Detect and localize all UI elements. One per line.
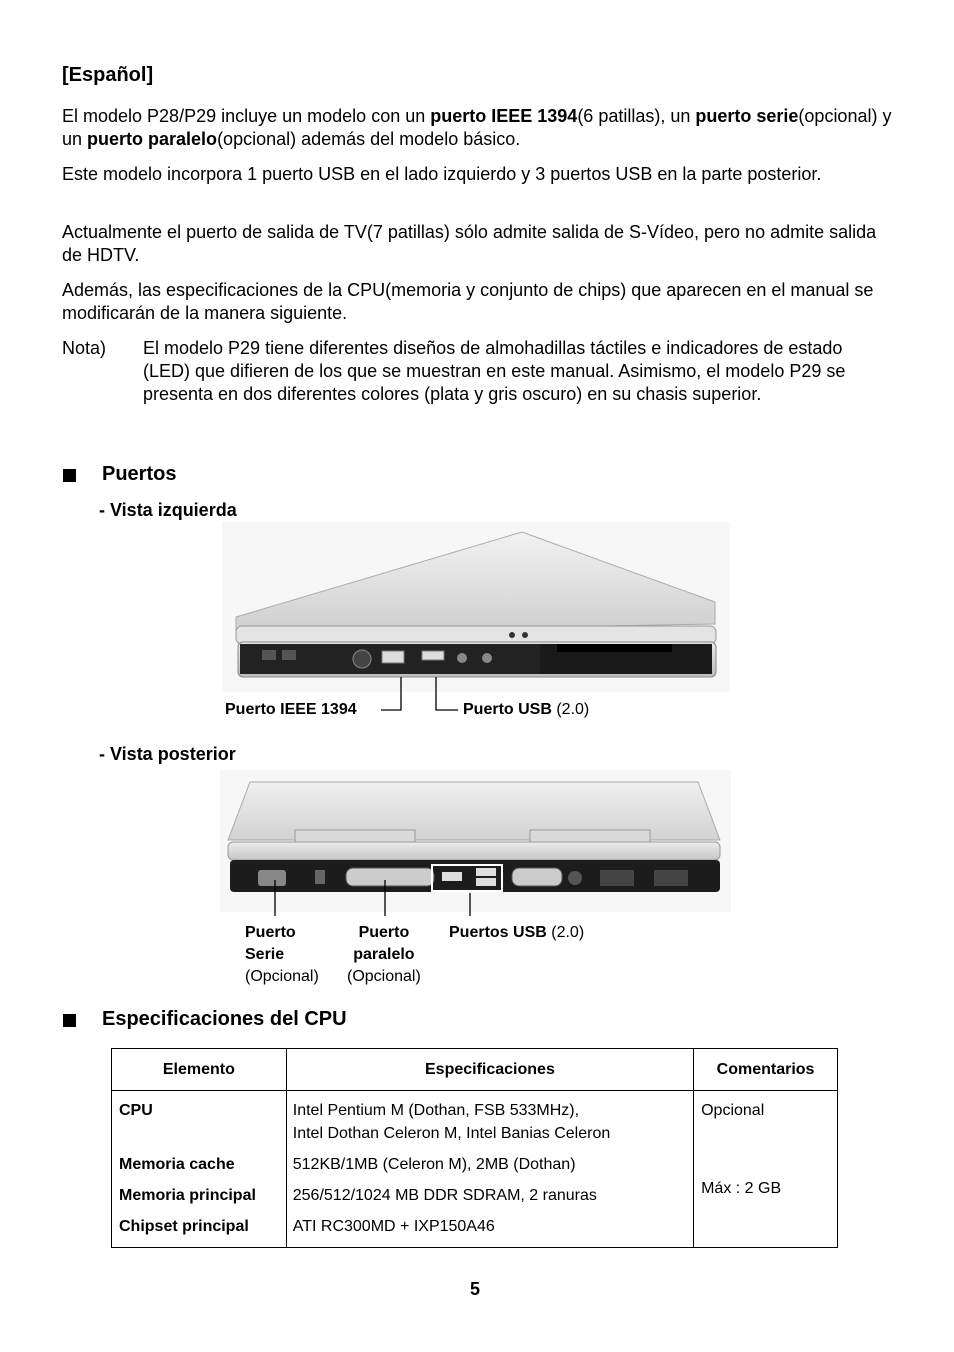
- cpu-specs-section-title: Especificaciones del CPU: [102, 1008, 347, 1030]
- caption-ieee1394: Puerto IEEE 1394: [225, 701, 357, 718]
- row-spec-cache: 512KB/1MB (Celeron M), 2MB (Dothan): [292, 1156, 576, 1173]
- table-body-row: [112, 1091, 838, 1248]
- cpu-change-paragraph: Además, las especificaciones de la CPU(memoria y conjunto de chips) que aparecen en el manual se modificarán de la manera siguiente.: [62, 280, 874, 323]
- caption-usb-rear: Puertos USB (2.0): [449, 924, 585, 941]
- row-item-chipset: Chipset principal: [119, 1218, 249, 1235]
- row-item-memory: Memoria principal: [119, 1187, 256, 1204]
- row-comment-cpu: Opcional: [701, 1102, 765, 1119]
- row-spec-chipset: ATI RC300MD + IXP150A46: [292, 1218, 495, 1235]
- ports-section-title: Puertos: [102, 463, 177, 485]
- usb-paragraph: Este modelo incorpora 1 puerto USB en el lado izquierdo y 3 puertos USB en la parte posterior.: [62, 164, 822, 184]
- section-bullet-icon: [63, 469, 76, 482]
- cpu-spec-table: [111, 1048, 838, 1248]
- caption-serial-port: Puerto Serie (Opcional): [245, 924, 319, 985]
- row-item-cache: Memoria cache: [119, 1156, 235, 1173]
- note-text: El modelo P29 tiene diferentes diseños de almohadillas táctiles e indicadores de estado (LED) que difieren de los que se muestran en este manual. Asimismo, el modelo P29 se presenta en dos diferentes colores (plata y gris oscuro) en su chasis superior.: [143, 338, 846, 404]
- tv-out-paragraph: Actualmente el puerto de salida de TV(7 patillas) sólo admite salida de S-Vídeo, pero no admite salida de HDTV.: [62, 222, 877, 265]
- row-spec-memory: 256/512/1024 MB DDR SDRAM, 2 ranuras: [292, 1187, 597, 1204]
- header-comentarios: Comentarios: [694, 1049, 838, 1091]
- intro-paragraph: El modelo P28/P29 incluye un modelo con un puerto IEEE 1394(6 patillas), un puerto serie(opcional) y un puerto paralelo(opcional) además del modelo básico.: [62, 106, 892, 149]
- row-spec-cpu-line1: Intel Pentium M (Dothan, FSB 533MHz),: [292, 1102, 580, 1119]
- row-item-cpu: CPU: [119, 1102, 153, 1119]
- header-especificaciones: Especificaciones: [286, 1049, 693, 1091]
- left-view-callout-lines: [380, 676, 460, 716]
- laptop-left-view-image: [222, 522, 730, 692]
- rear-view-callout-lines: [270, 878, 480, 918]
- language-heading: [Español]: [62, 64, 154, 86]
- caption-parallel-port: Puerto paralelo (Opcional): [347, 924, 421, 985]
- row-comment-memory: Máx : 2 GB: [701, 1180, 782, 1197]
- rear-view-title: - Vista posterior: [99, 744, 236, 764]
- header-elemento: Elemento: [112, 1049, 287, 1091]
- left-view-title: - Vista izquierda: [99, 500, 237, 520]
- note-label: Nota): [62, 338, 107, 358]
- table-header-row: [112, 1049, 838, 1091]
- section-bullet-icon: [63, 1014, 76, 1027]
- row-spec-cpu-line2: Intel Dothan Celeron M, Intel Banias Celeron: [292, 1125, 611, 1142]
- caption-usb-left: Puerto USB (2.0): [463, 701, 590, 718]
- page-number: 5: [470, 1279, 481, 1299]
